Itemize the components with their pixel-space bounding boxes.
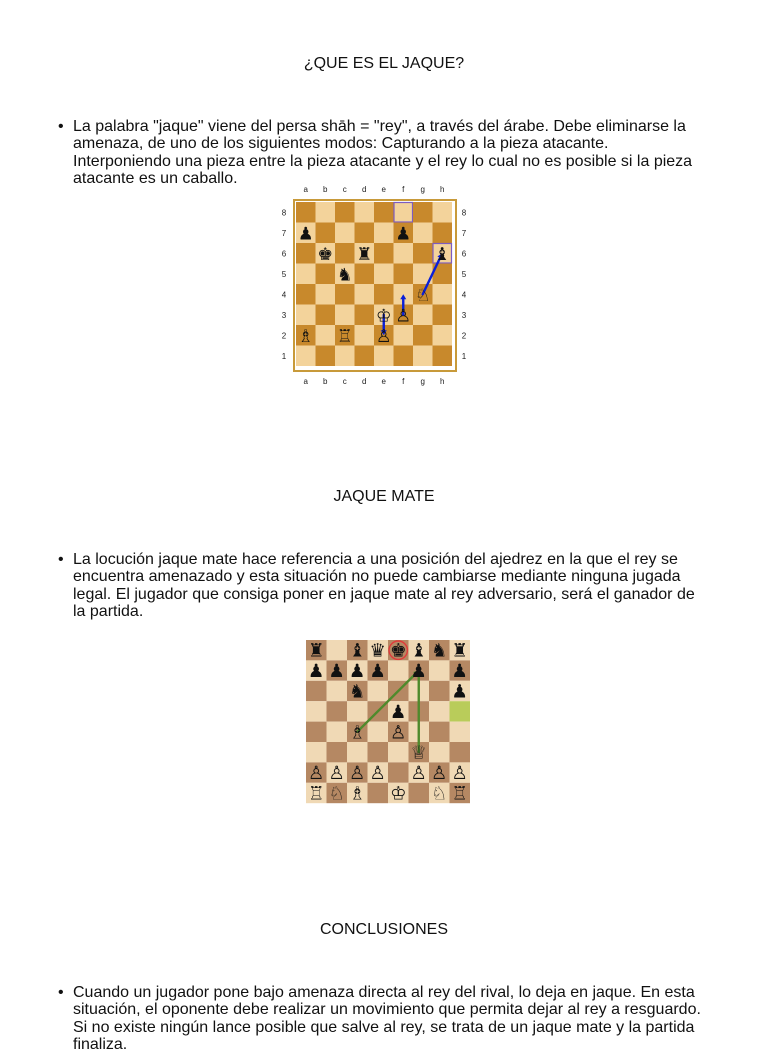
file-label: e: [381, 185, 386, 194]
square-b5: [327, 701, 348, 721]
file-label: c: [342, 377, 347, 386]
square-b8: [327, 640, 348, 660]
square-h7: [433, 223, 453, 244]
file-label: b: [323, 377, 328, 386]
square-e8: [374, 202, 394, 223]
piece-white-b1: ♘: [328, 783, 345, 804]
file-label: f: [402, 377, 405, 386]
square-g7: [413, 223, 433, 244]
piece-black-a8: ♜: [308, 640, 325, 662]
piece-white-a1: ♖: [308, 783, 325, 804]
square-g6: [413, 243, 433, 264]
square-c1: [335, 346, 355, 367]
square-g4: [429, 722, 450, 742]
square-e7: [388, 660, 409, 680]
piece-white-c2: ♙: [349, 763, 366, 785]
square-e4: [374, 284, 394, 305]
square-a6: [296, 243, 316, 264]
square-b4: [316, 284, 336, 305]
file-label: h: [440, 185, 445, 194]
square-h5: [450, 701, 471, 721]
rank-label: 5: [461, 269, 467, 279]
piece-white-e3: ♔: [375, 306, 392, 327]
square-c3: [347, 742, 368, 762]
square-h8: [433, 202, 453, 223]
square-e6: [374, 243, 394, 264]
square-a8: [296, 202, 316, 223]
square-f5: [394, 264, 414, 285]
piece-white-g4: ♘: [414, 285, 431, 306]
file-label: a: [303, 377, 308, 386]
piece-white-c4: ♗: [349, 722, 366, 744]
square-a5: [306, 701, 327, 721]
rank-label: 7: [281, 228, 287, 238]
piece-black-b7: ♟: [328, 661, 345, 683]
piece-white-g2: ♙: [431, 763, 448, 785]
file-label: e: [381, 377, 386, 386]
square-d7: [355, 223, 375, 244]
piece-white-h2: ♙: [451, 763, 468, 785]
square-e5: [374, 264, 394, 285]
rank-label: 3: [461, 310, 467, 320]
rank-label: 2: [281, 331, 287, 341]
bullet-dot: •: [58, 551, 64, 568]
file-label: b: [323, 185, 328, 194]
file-label: h: [440, 377, 445, 386]
square-h1: [433, 346, 453, 367]
square-g3: [429, 742, 450, 762]
chess-diagram-checkmate: [306, 640, 472, 804]
piece-white-a2: ♙: [308, 763, 325, 785]
square-h2: [433, 325, 453, 346]
square-b3: [316, 305, 336, 326]
piece-black-h8: ♜: [451, 640, 468, 662]
square-c7: [335, 223, 355, 244]
square-h3: [433, 305, 453, 326]
piece-white-a2: ♗: [297, 326, 314, 347]
piece-white-h1: ♖: [451, 783, 468, 804]
piece-white-f2: ♙: [410, 763, 427, 785]
square-e1: [374, 346, 394, 367]
square-c8: [335, 202, 355, 223]
piece-black-c6: ♞: [349, 681, 366, 703]
square-c3: [335, 305, 355, 326]
file-label: f: [402, 185, 405, 194]
piece-black-c5: ♞: [336, 265, 353, 286]
piece-white-b2: ♙: [328, 763, 345, 785]
square-d4: [368, 722, 389, 742]
square-f2: [394, 325, 414, 346]
file-label: d: [362, 377, 367, 386]
square-d3: [355, 305, 375, 326]
rank-label: 5: [281, 269, 287, 279]
square-d8: [355, 202, 375, 223]
square-a3: [296, 305, 316, 326]
piece-white-c1: ♗: [349, 783, 366, 804]
square-h4: [433, 284, 453, 305]
piece-black-c8: ♝: [349, 640, 366, 662]
piece-black-a7: ♟: [297, 224, 314, 245]
square-d1: [368, 783, 389, 803]
square-d4: [355, 284, 375, 305]
square-g8: [413, 202, 433, 223]
piece-black-f8: ♝: [410, 640, 427, 662]
piece-black-f7: ♟: [410, 661, 427, 683]
square-b8: [316, 202, 336, 223]
file-label: g: [420, 377, 425, 386]
square-g5: [429, 701, 450, 721]
bullet-conclusiones: [58, 984, 708, 1053]
rank-label: 8: [461, 208, 467, 218]
piece-white-f3: ♙: [395, 306, 412, 327]
square-f1: [394, 346, 414, 367]
bullet-dot: •: [58, 118, 64, 135]
rank-label: 4: [281, 290, 287, 300]
file-label: a: [303, 185, 308, 194]
section-title-conclusiones: CONCLUSIONES: [319, 921, 449, 938]
rank-label: 6: [461, 249, 467, 259]
square-c6: [335, 243, 355, 264]
piece-white-e1: ♔: [390, 783, 407, 804]
rank-label: 4: [461, 290, 467, 300]
square-a5: [296, 264, 316, 285]
square-g7: [429, 660, 450, 680]
piece-white-c2: ♖: [336, 326, 353, 347]
square-d3: [368, 742, 389, 762]
piece-black-e5: ♟: [390, 701, 407, 723]
square-g2: [413, 325, 433, 346]
square-a1: [296, 346, 316, 367]
square-g6: [429, 681, 450, 701]
piece-black-h6: ♝: [434, 244, 451, 265]
square-d6: [368, 681, 389, 701]
piece-black-d6: ♜: [356, 244, 373, 265]
piece-black-g8: ♞: [431, 640, 448, 662]
piece-white-d2: ♙: [369, 763, 386, 785]
file-label: d: [362, 185, 367, 194]
piece-white-f3: ♕: [410, 742, 427, 764]
square-f1: [409, 783, 430, 803]
square-f6: [394, 243, 414, 264]
bullet-text: Cuando un jugador pone bajo amenaza directa al rey del rival, lo deja en jaque. En esta situación, el oponente debe realizar un movimiento que permita dejar al rey a resguardo. Si no existe ningún lance posible que salve al rey, se trata de un jaque mate y la partida finaliza.: [73, 984, 701, 1053]
square-b3: [327, 742, 348, 762]
bullet-jaque-definition: [58, 118, 708, 187]
rank-label: 1: [281, 351, 287, 361]
square-c4: [335, 284, 355, 305]
piece-black-h6: ♟: [451, 681, 468, 703]
file-label: g: [420, 185, 425, 194]
square-c5: [347, 701, 368, 721]
square-b1: [316, 346, 336, 367]
square-g1: [413, 346, 433, 367]
square-e3: [388, 742, 409, 762]
square-b4: [327, 722, 348, 742]
bullet-dot: •: [58, 984, 64, 1001]
piece-black-h7: ♟: [451, 661, 468, 683]
file-label: c: [342, 185, 347, 194]
square-d5: [355, 264, 375, 285]
bullet-text: La palabra "jaque" viene del persa shāh = "rey", a través del árabe. Debe eliminarse la amenaza, de uno de los siguientes modos: Capturando a la pieza atacante. Interponiendo una pieza entre la pieza atacante y el rey lo cual no es posible si la pieza atacante es un caballo.: [73, 118, 693, 187]
piece-white-e4: ♙: [390, 722, 407, 744]
section-title-jaque-mate: JAQUE MATE: [333, 488, 435, 505]
square-a3: [306, 742, 327, 762]
square-b2: [316, 325, 336, 346]
bullet-text: La locución jaque mate hace referencia a una posición del ajedrez en la que el rey se encuentra amenazado y esta situación no puede cambiarse mediante ninguna jugada legal. El jugador que consiga poner en jaque mate al rey adversario, será el ganador de la partida.: [73, 551, 695, 620]
rank-label: 7: [461, 228, 467, 238]
square-d2: [355, 325, 375, 346]
square-e2: [388, 762, 409, 782]
square-e7: [374, 223, 394, 244]
rank-label: 3: [281, 310, 287, 320]
square-f8: [394, 202, 414, 223]
piece-black-f7: ♟: [395, 224, 412, 245]
piece-black-d8: ♛: [369, 640, 386, 662]
piece-black-b6: ♚: [317, 244, 334, 265]
piece-black-a7: ♟: [308, 661, 325, 683]
section-title-jaque: ¿QUE ES EL JAQUE?: [303, 55, 465, 72]
chess-diagram-check: [276, 184, 476, 388]
square-h3: [450, 742, 471, 762]
square-b5: [316, 264, 336, 285]
bullet-jaque-mate-definition: [58, 551, 708, 620]
rank-label: 1: [461, 351, 467, 361]
rank-label: 2: [461, 331, 467, 341]
piece-black-c7: ♟: [349, 661, 366, 683]
square-a4: [296, 284, 316, 305]
square-d1: [355, 346, 375, 367]
square-b6: [327, 681, 348, 701]
piece-white-e2: ♙: [375, 326, 392, 347]
square-g3: [413, 305, 433, 326]
square-h4: [450, 722, 471, 742]
piece-black-e8: ♚: [390, 640, 407, 662]
rank-label: 8: [281, 208, 287, 218]
square-a4: [306, 722, 327, 742]
piece-white-g1: ♘: [431, 783, 448, 804]
square-a6: [306, 681, 327, 701]
piece-black-d7: ♟: [369, 661, 386, 683]
rank-label: 6: [281, 249, 287, 259]
square-b7: [316, 223, 336, 244]
